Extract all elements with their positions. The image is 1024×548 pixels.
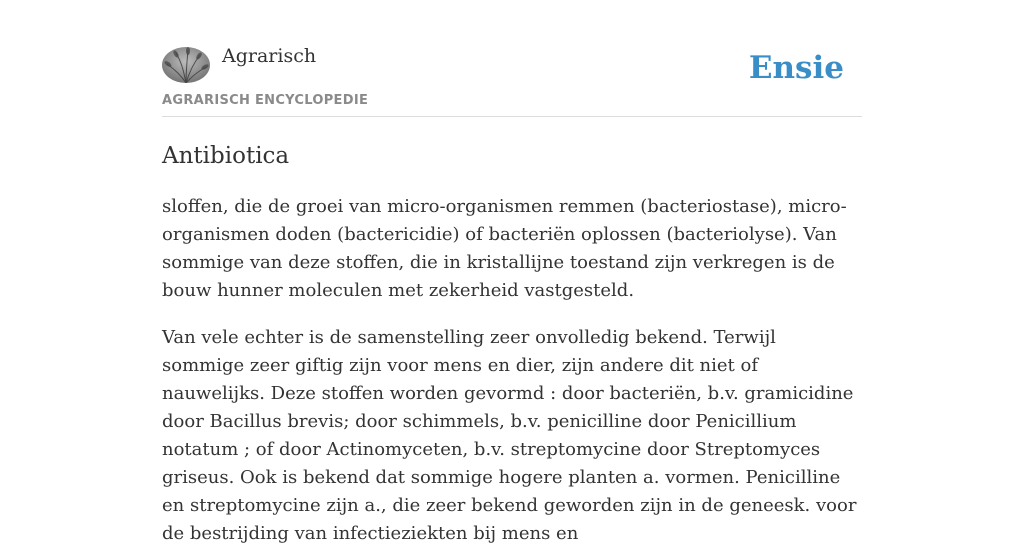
page-title: Antibiotica — [162, 143, 290, 169]
site-name[interactable]: Agrarisch — [222, 45, 317, 67]
site-subtitle: AGRARISCH ENCYCLOPEDIE — [162, 93, 369, 108]
article-paragraph: sloffen, die de groei van micro-organismen remmen (bacteriostase), micro-organismen doden (bactericidie) of bacteriën oplossen (bacteriolyse). Van sommige van deze stoffen, die in kristallijne toestand zijn verkregen is de bouw hunner moleculen met zekerheid vastgesteld. — [162, 196, 847, 301]
wheat-icon[interactable] — [162, 47, 210, 83]
brand-logo-link[interactable]: Ensie — [748, 50, 844, 86]
page — [162, 0, 862, 548]
header — [162, 0, 862, 117]
article-body — [162, 193, 862, 548]
article-paragraph: Van vele echter is de samenstelling zeer onvolledig bekend. Terwijl sommige zeer giftig zijn voor mens en dier, zijn andere dit niet of nauwelijks. Deze stoffen worden gevormd : door bacteriën, b.v. gramicidine door Bacillus brevis; door schimmels, b.v. penicilline door Penicillium notatum ; of door Actinomyceten, b.v. streptomycine door Streptomyces griseus. Ook is bekend dat sommige hogere planten a. vormen. Penicilline en streptomycine zijn a., die zeer bekend geworden zijn in de geneesk. voor de bestrijding van infectieziekten bij mens en — [162, 327, 857, 544]
